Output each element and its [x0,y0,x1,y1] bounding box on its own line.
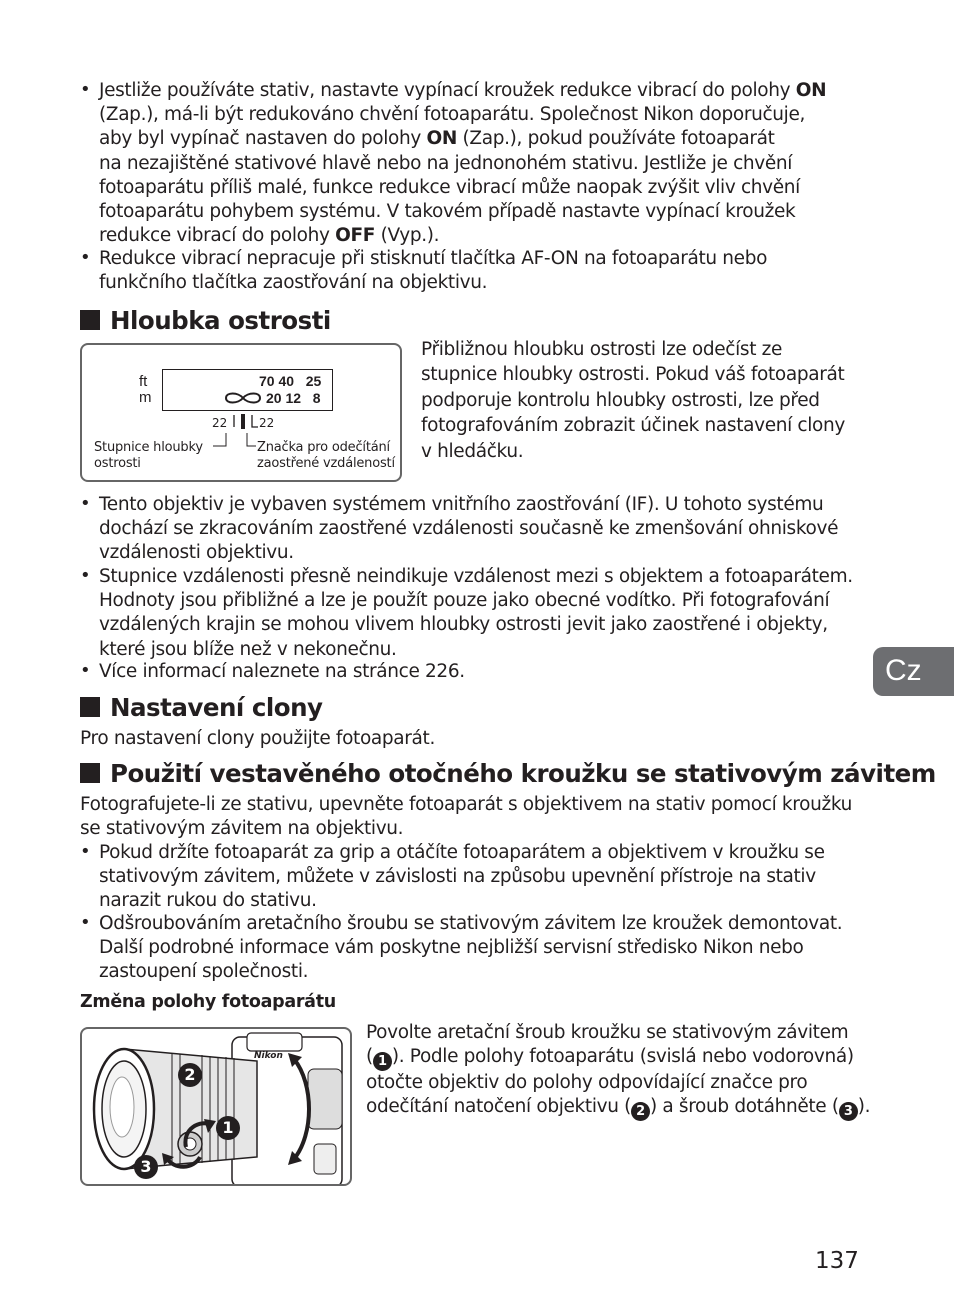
step-3-icon: 3 [839,1102,858,1121]
heading-square-icon [80,310,100,330]
focus-index-caption: Značka pro odečítání zaostřené vzdáleností [257,440,395,471]
step-2-marker: 2 [178,1063,202,1087]
tripod-heading: Použití vestavěného otočného kroužku se stativovým závitem [80,759,936,788]
bullet-marker: • [80,247,91,268]
dof-description: Přibližnou hloubku ostrosti lze odečíst ze stupnice hloubky ostrosti. Pokud váš fotoaparát podporuje kontrolu hloubky ostrosti, lze před fotografováním zobrazit účinek nastavení clony v hledáčku. [421,339,845,462]
if-system-paragraph: Tento objektiv je vybaven systémem vnitřního zaostřování (IF). U tohoto systému dochází se zkracováním zaostřené vzdálenosti současně ke zmenšování ohniskové vzdálenosti objektivu. [99,494,839,564]
page-number: 137 [815,1248,859,1274]
step-1-marker: 1 [216,1116,240,1140]
unit-ft: ft [139,373,148,390]
bullet-marker: • [80,660,91,681]
step-1-icon: 1 [373,1052,392,1071]
dof-heading: Hloubka ostrosti [80,306,331,335]
ft-distance-row: 70 40 25 [259,373,322,389]
vr-af-on-paragraph: Redukce vibrací nepracuje při stisknutí tlačítka AF-ON na fotoaparátu nebo funkčního tlačítka zaostřování na objektivu. [99,248,768,294]
step-3-marker: 3 [134,1155,158,1179]
nikon-logo: Nikon [254,1051,283,1061]
dof-scale-caption: Stupnice hloubky ostrosti [94,440,203,471]
dof-scale-right: 22 [259,416,275,430]
m-distance-row: 20 12 8 [266,390,321,406]
camera-position-description: Povolte aretační šroub kroužku se stativovým závitem ( 1 ). Podle polohy fotoaparátu (svislá nebo vodorovná) otočte objektiv do polohy odpovídající značce pro odečítání natočení objektivu ( 2 ) a šroub dotáhněte ( 3 ). [366,1022,871,1120]
unit-m: m [139,389,152,406]
tripod-intro: Fotografujete-li ze stativu, upevněte fotoaparát s objektivem na stativ pomocí kroužku se stativovým závitem na objektivu. [80,794,853,840]
grip-rotation-paragraph: Pokud držíte fotoaparát za grip a otáčíte fotoaparátem a objektivem v kroužku se stativovým závitem, můžete v závislosti na způsobu upevnění přístroje na stativ narazit rukou do stativu. [99,842,825,912]
more-info-paragraph: Více informací naleznete na stránce 226. [99,661,465,682]
collar-removal-paragraph: Odšroubováním aretačního šroubu se stativovým závitem lze kroužek demontovat. Další podrobné informace vám poskytne nejbližší servisní středisko Nikon nebo zastoupení společnosti. [99,913,843,983]
heading-square-icon [80,763,100,783]
bullet-marker: • [80,841,91,862]
language-tab [873,647,954,696]
language-tab-label: Cz [885,654,922,687]
lens-rotation-figure [80,1027,352,1186]
focus-index-mark-icon [230,411,260,431]
bullet-marker: • [80,493,91,514]
distance-scale-paragraph: Stupnice vzdálenosti přesně neindikuje vzdálenost mezi s objektem a fotoaparátem. Hodnoty jsou přibližné a lze je použít pouze jako obecné vodítko. Při fotografování vzdálených krajin se mohou vlivem hloubky ostrosti jevit jako zaostřené i objekty, které jsou blíže než v nekonečnu. [99,566,853,660]
dof-scale-diagram [80,343,402,482]
bullet-marker: • [80,79,91,100]
vr-tripod-paragraph: Jestliže používáte stativ, nastavte vypínací kroužek redukce vibrací do polohy ON (Zap.), má-li být redukováno chvění fotoaparátu. Společnost Nikon doporučuje, aby byl vypínač nastaven do polohy ON (Zap.), pokud používáte fotoaparát na nezajištěné stativové hlavě nebo na jednonohém stativu. Jestliže je chvění fotoaparátu příliš malé, funkce redukce vibrací může naopak zvýšit vliv chvění fotoaparátu pohybem systému. V takovém případě nastavte vypínací kroužek redukce vibrací do polohy OFF (Vyp.). [99,80,827,247]
dof-scale-left: 22 [212,416,228,430]
lens-camera-illustration [82,1029,350,1184]
aperture-heading: Nastavení clony [80,693,323,722]
heading-square-icon [80,697,100,717]
step-2-icon: 2 [631,1102,650,1121]
infinity-icon [222,391,264,405]
bullet-marker: • [80,565,91,586]
bullet-marker: • [80,912,91,933]
camera-position-subheading: Změna polohy fotoaparátu [80,992,336,1012]
aperture-text: Pro nastavení clony použijte fotoaparát. [80,728,435,749]
